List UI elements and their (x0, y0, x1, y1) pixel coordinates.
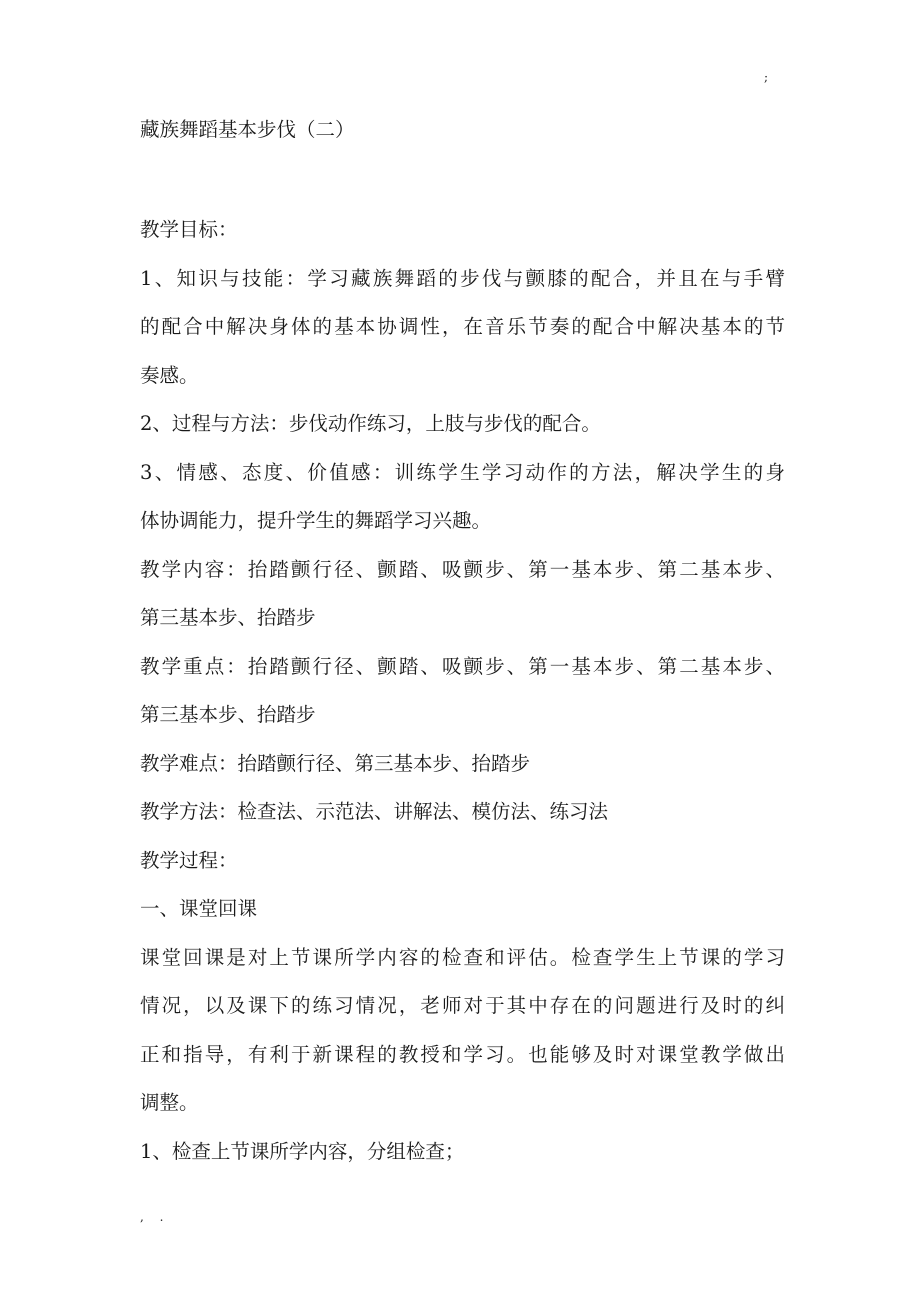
paragraph-line: 课堂回课是对上节课所学内容的检查和评估。检查学生上节课的学习 (140, 945, 785, 969)
paragraph-line: 体协调能力，提升学生的舞蹈学习兴趣。 (140, 509, 492, 532)
paragraph-line: 正和指导，有利于新课程的教授和学习。也能够及时对课堂教学做出 (140, 1042, 785, 1066)
paragraph-line: 教学内容：抬踏颤行径、颤踏、吸颤步、第一基本步、第二基本步、 (140, 557, 785, 581)
header-mark: ; (764, 70, 769, 84)
paragraph-line: 第三基本步、抬踏步 (140, 606, 316, 629)
paragraph-line: 1、检查上节课所学内容，分组检查； (140, 1139, 465, 1163)
document-body (140, 212, 785, 1182)
section-heading-process: 教学过程： (140, 848, 238, 872)
section-heading-objectives: 教学目标： (140, 218, 238, 241)
paragraph-line: 1、知识与技能：学习藏族舞蹈的步伐与颤膝的配合，并且在与手臂 (140, 266, 785, 290)
paragraph-line: 2、过程与方法：步伐动作练习，上肢与步伐的配合。 (140, 412, 601, 435)
paragraph-line: 第三基本步、抬踏步 (140, 703, 316, 726)
paragraph-line: 3、情感、态度、价值感：训练学生学习动作的方法，解决学生的身 (140, 460, 785, 484)
section-heading-review: 一、课堂回课 (140, 897, 258, 920)
paragraph-line: 奏感。 (140, 363, 199, 387)
paragraph-line: 调整。 (140, 1091, 199, 1114)
paragraph-line: 情况，以及课下的练习情况，老师对于其中存在的问题进行及时的纠 (140, 994, 785, 1017)
document-title: 藏族舞蹈基本步伐（二） (140, 118, 355, 141)
paragraph-line: 教学重点：抬踏颤行径、颤踏、吸颤步、第一基本步、第二基本步、 (140, 654, 785, 678)
paragraph-line: 的配合中解决身体的基本协调性，在音乐节奏的配合中解决基本的节 (140, 315, 785, 338)
paragraph-line: 教学难点：抬踏颤行径、第三基本步、抬踏步 (140, 751, 531, 775)
footer-mark: , . (140, 1210, 170, 1224)
paragraph-line: 教学方法：检查法、示范法、讲解法、模仿法、练习法 (140, 800, 609, 823)
